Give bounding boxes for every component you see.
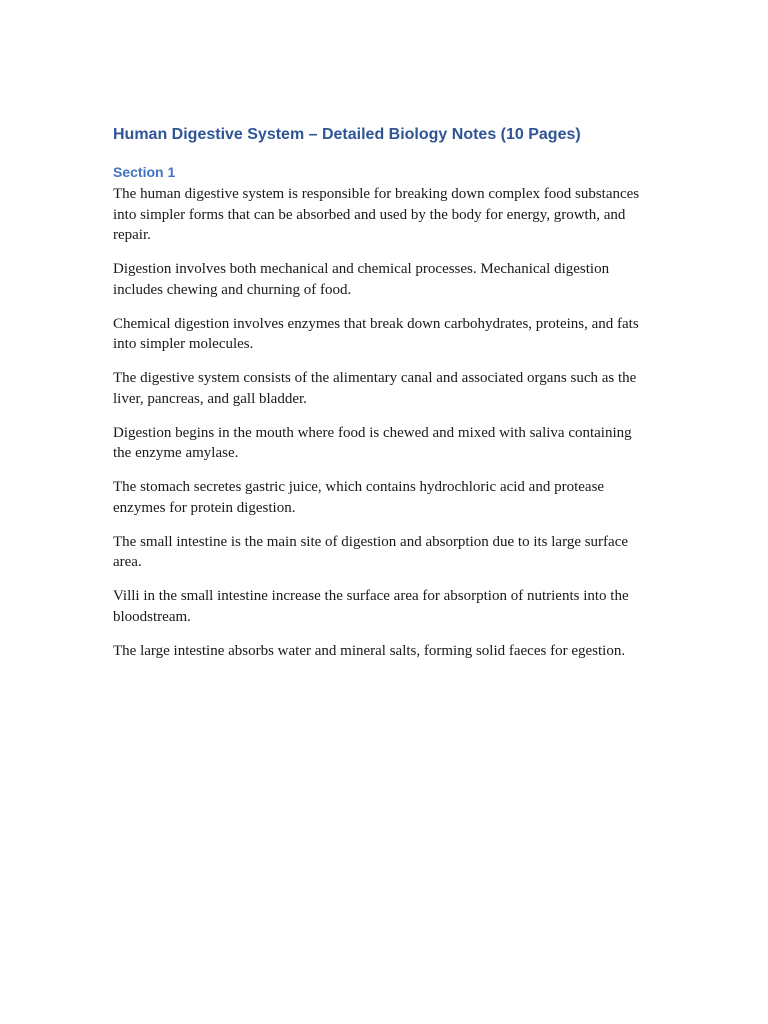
paragraph: Chemical digestion involves enzymes that break down carbohydrates, proteins, and fats into simpler molecules. bbox=[113, 315, 639, 352]
paragraph: The digestive system consists of the alimentary canal and associated organs such as the liver, pancreas, and gall bladder. bbox=[113, 370, 637, 407]
paragraph: Villi in the small intestine increase the surface area for absorption of nutrients into the bloodstream. bbox=[113, 588, 629, 625]
paragraph: Digestion involves both mechanical and chemical processes. Mechanical digestion includes chewing and churning of food. bbox=[113, 261, 610, 298]
paragraph: The human digestive system is responsible for breaking down complex food substances into simpler forms that can be absorbed and used by the body for energy, growth, and repair. bbox=[113, 186, 640, 243]
paragraph: Digestion begins in the mouth where food is chewed and mixed with saliva containing the enzyme amylase. bbox=[113, 424, 632, 461]
paragraph: The small intestine is the main site of digestion and absorption due to its large surface area. bbox=[113, 533, 629, 570]
paragraph: The large intestine absorbs water and mineral salts, forming solid faeces for egestion. bbox=[113, 642, 626, 659]
section-heading: Section 1 bbox=[113, 164, 176, 180]
document-body bbox=[113, 124, 648, 675]
paragraph: The stomach secretes gastric juice, which contains hydrochloric acid and protease enzymes for protein digestion. bbox=[113, 479, 605, 516]
document-title: Human Digestive System – Detailed Biology Notes (10 Pages) bbox=[113, 126, 581, 143]
